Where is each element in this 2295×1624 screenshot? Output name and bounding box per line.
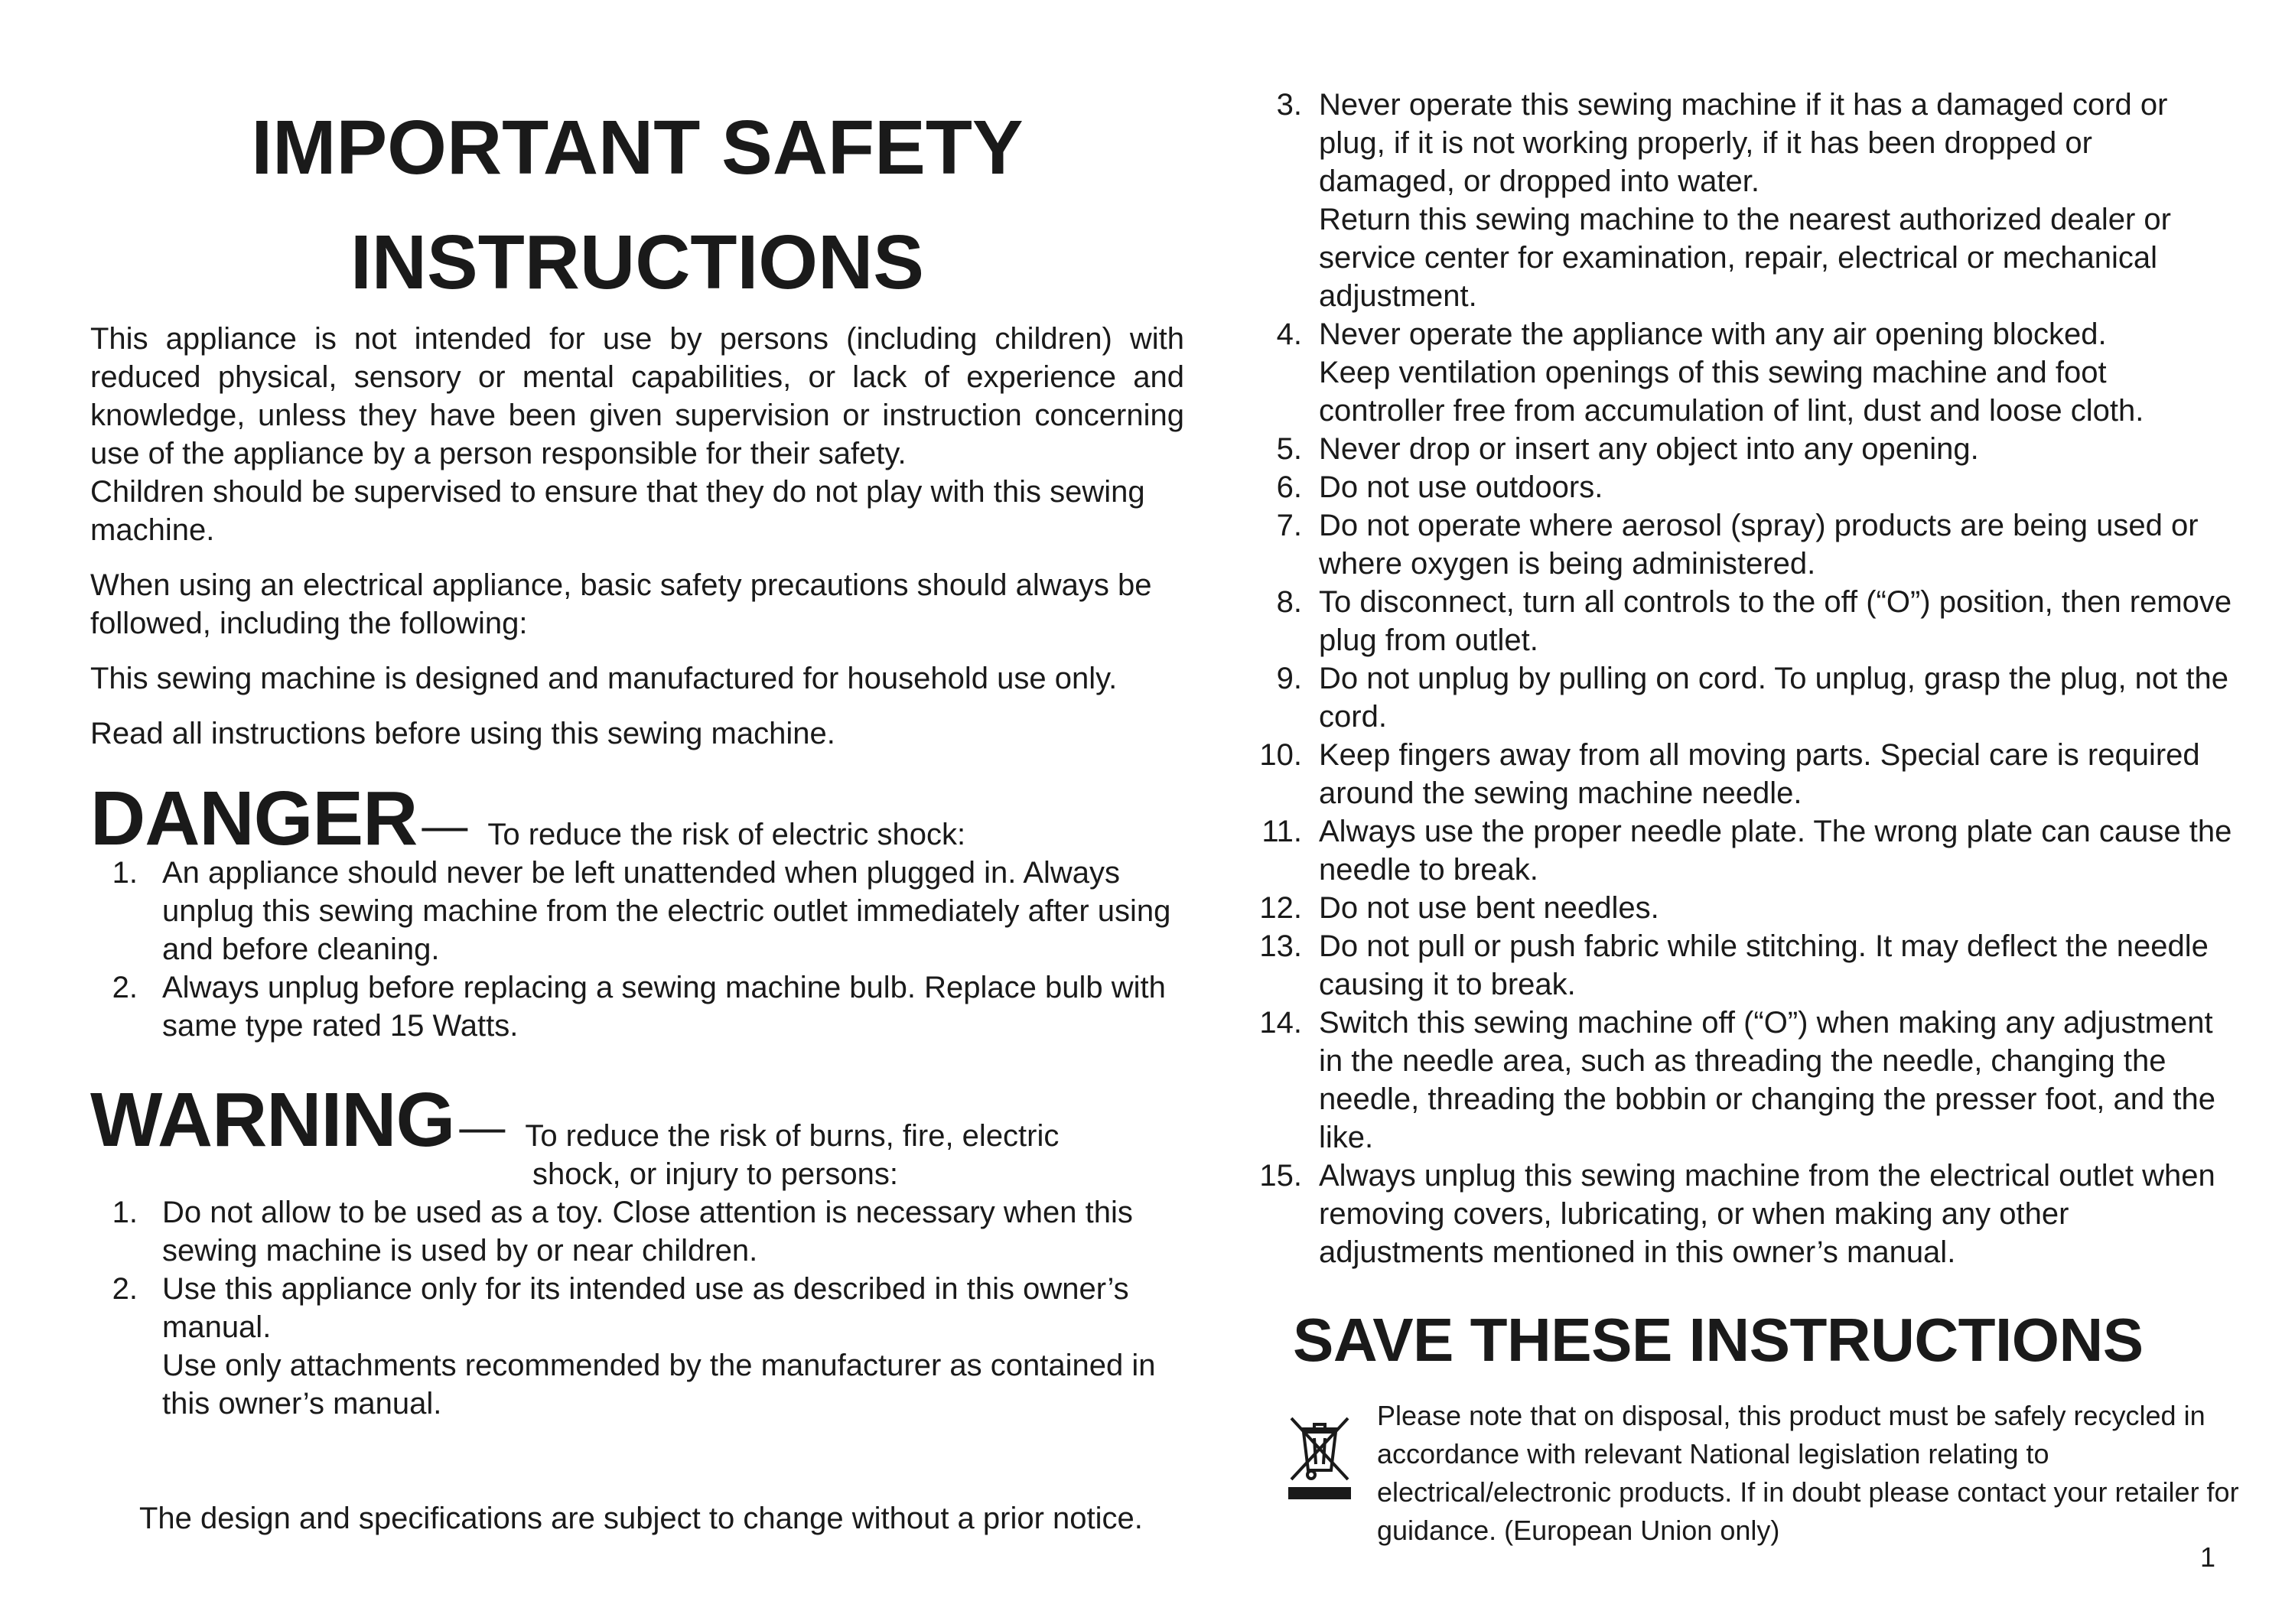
list-item-text: Do not pull or push fabric while stitching. It may deflect the needle causing it to break. xyxy=(1319,929,2209,1001)
list-item-number: 6. xyxy=(1276,470,1302,504)
intro-paragraph-4: Read all instructions before using this sewing machine. xyxy=(90,717,835,750)
list-item-number: 4. xyxy=(1276,317,1302,351)
list-item-number: 2. xyxy=(112,1272,138,1306)
list-item-number: 11. xyxy=(1261,815,1302,848)
list-item-number: 15. xyxy=(1259,1159,1302,1193)
list-item xyxy=(1255,506,2234,583)
warning-dash: — xyxy=(459,1102,506,1153)
list-item-text: Use this appliance only for its intended use as described in this owner’s manual. xyxy=(162,1272,1129,1344)
crossed-out-wheelie-bin-icon xyxy=(1285,1411,1354,1502)
list-item-number: 1. xyxy=(112,1196,138,1229)
list-item-text: Never drop or insert any object into any opening. xyxy=(1319,432,1979,466)
list-item-number: 13. xyxy=(1259,929,1302,963)
list-item-text: An appliance should never be left unattended when plugged in. Always unplug this sewing machine from the electric outlet immediately after using and before cleaning. xyxy=(162,856,1171,966)
warning-list xyxy=(90,1193,1184,1423)
list-item xyxy=(1255,812,2234,889)
page-title xyxy=(90,90,1184,320)
list-item-number: 14. xyxy=(1259,1006,1302,1040)
intro-paragraph-1: This appliance is not intended for use by persons (including children) with reduced physical, sensory or mental capabilities, or lack of experience and knowledge, unless they have been given supervision or instruction concerning use of the appliance by a person responsible for their safety. xyxy=(90,322,1184,470)
list-item-text: Do not unplug by pulling on cord. To unplug, grasp the plug, not the cord. xyxy=(1319,662,2229,734)
list-item xyxy=(90,854,1184,968)
danger-heading: DANGER xyxy=(90,776,418,861)
list-item-text-continued: Use only attachments recommended by the manufacturer as contained in this owner’s manual. xyxy=(162,1349,1156,1421)
list-item-text: To disconnect, turn all controls to the off (“O”) position, then remove plug from outlet. xyxy=(1319,585,2232,657)
right-column xyxy=(1255,86,2239,1550)
list-item-number: 7. xyxy=(1276,509,1302,542)
list-item xyxy=(90,968,1184,1045)
list-item-number: 8. xyxy=(1276,585,1302,619)
list-item xyxy=(1255,430,2234,468)
list-item xyxy=(1255,927,2234,1004)
safety-list-continued xyxy=(1255,86,2234,1271)
list-item xyxy=(1255,315,2234,430)
list-item xyxy=(90,1270,1184,1423)
list-item xyxy=(1255,1157,2234,1271)
list-item-number: 5. xyxy=(1276,432,1302,466)
danger-dash: — xyxy=(422,800,468,851)
list-item xyxy=(1255,889,2234,927)
list-item-number: 10. xyxy=(1259,738,1302,772)
save-instructions-heading: SAVE THESE INSTRUCTIONS xyxy=(1293,1306,2144,1374)
warning-subtitle-line-2: shock, or injury to persons: xyxy=(532,1157,898,1191)
warning-subtitle-line-1: To reduce the risk of burns, fire, electric xyxy=(525,1119,1060,1153)
danger-subtitle: To reduce the risk of electric shock: xyxy=(487,818,966,851)
list-item-text: Always unplug before replacing a sewing machine bulb. Replace bulb with same type rated 15 Watts. xyxy=(162,971,1166,1043)
list-item-text: Never operate this sewing machine if it has a damaged cord or plug, if it is not working properly, if it has been dropped or damaged, or dropped into water. xyxy=(1319,88,2168,198)
title-line-1: IMPORTANT SAFETY xyxy=(251,105,1024,190)
list-item xyxy=(1255,736,2234,812)
list-item xyxy=(90,1193,1184,1270)
list-item-number: 1. xyxy=(112,856,138,890)
list-item-text: Keep fingers away from all moving parts. Special care is required around the sewing machine needle. xyxy=(1319,738,2200,810)
disposal-text: Please note that on disposal, this product must be safely recycled in accordance with relevant National legislation relating to electrical/electronic products. If in doubt please contact your retailer for guidance. (European Union only) xyxy=(1377,1400,2239,1546)
danger-list xyxy=(90,854,1184,1045)
list-item xyxy=(1255,86,2234,315)
title-line-2: INSTRUCTIONS xyxy=(350,220,924,305)
list-item-number: 3. xyxy=(1276,88,1302,122)
left-column xyxy=(90,90,1184,1423)
list-item xyxy=(1255,1004,2234,1157)
list-item-number: 2. xyxy=(112,971,138,1004)
list-item-text: Switch this sewing machine off (“O”) when making any adjustment in the needle area, such as threading the needle, changing the needle, threading the bobbin or changing the presser foot, and the like. xyxy=(1319,1006,2215,1154)
list-item-text: Do not operate where aerosol (spray) products are being used or where oxygen is being administered. xyxy=(1319,509,2199,581)
list-item-text: Never operate the appliance with any air opening blocked. xyxy=(1319,317,2107,351)
specification-notice: The design and specifications are subject to change without a prior notice. xyxy=(139,1502,1143,1535)
list-item xyxy=(1255,468,2234,506)
page-number: 1 xyxy=(2200,1541,2216,1573)
list-item-number: 9. xyxy=(1276,662,1302,695)
list-item-text: Do not use outdoors. xyxy=(1319,470,1603,504)
warning-heading: WARNING xyxy=(90,1077,455,1163)
list-item-text-continued: Keep ventilation openings of this sewing machine and foot controller free from accumulation of lint, dust and loose cloth. xyxy=(1319,356,2144,428)
list-item-text: Do not use bent needles. xyxy=(1319,891,1659,925)
list-item xyxy=(1255,583,2234,659)
list-item-text-continued: Return this sewing machine to the nearest authorized dealer or service center for examination, repair, electrical or mechanical adjustment. xyxy=(1319,203,2171,313)
list-item-text: Do not allow to be used as a toy. Close attention is necessary when this sewing machine is used by or near children. xyxy=(162,1196,1133,1268)
list-item xyxy=(1255,659,2234,736)
list-item-number: 12. xyxy=(1259,891,1302,925)
intro-paragraph-2: When using an electrical appliance, basic safety precautions should always be followed, including the following: xyxy=(90,568,1152,640)
intro-paragraph-children: Children should be supervised to ensure that they do not play with this sewing machine. xyxy=(90,475,1145,547)
danger-heading-row xyxy=(90,776,1184,861)
warning-heading-row xyxy=(90,1077,1184,1163)
list-item-text: Always use the proper needle plate. The wrong plate can cause the needle to break. xyxy=(1319,815,2232,887)
intro-paragraph-3: This sewing machine is designed and manufactured for household use only. xyxy=(90,662,1118,695)
disposal-notice xyxy=(1255,1397,2239,1550)
list-item-text: Always unplug this sewing machine from the electrical outlet when removing covers, lubricating, or when making any other adjustments mentioned in this owner’s manual. xyxy=(1319,1159,2215,1269)
